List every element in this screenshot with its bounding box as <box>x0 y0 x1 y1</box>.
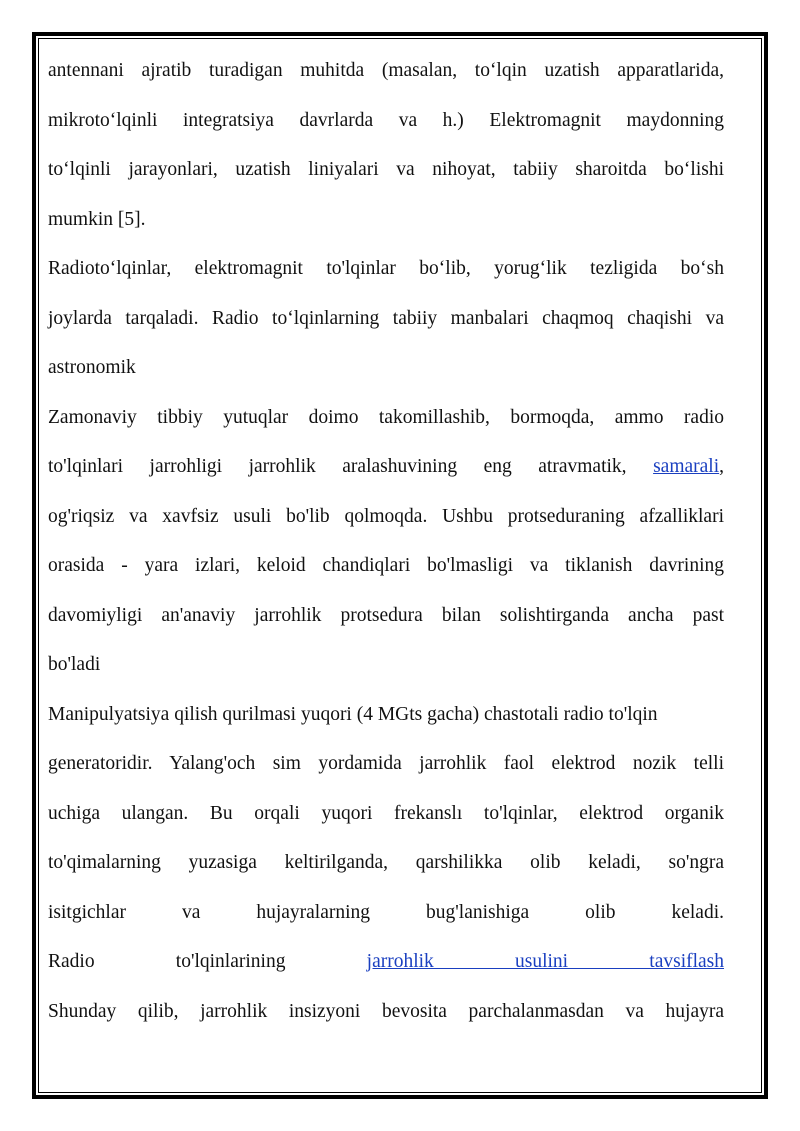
document-body <box>48 46 724 1036</box>
text-line: antennani ajratib turadigan muhitda (masalan, to‘lqin uzatish apparatlarida, <box>48 60 724 81</box>
text-line: Radioto‘lqinlar, elektromagnit to'lqinlar bo‘lib, yorug‘lik tezligida bo‘sh <box>48 258 724 279</box>
text-line: joylarda tarqaladi. Radio to‘lqinlarning tabiiy manbalari chaqmoq chaqishi va <box>48 307 724 329</box>
jarrohlik-usulini-tavsiflash-link[interactable]: jarrohlik usulini tavsiflash <box>366 951 725 972</box>
text-segment: , <box>719 456 725 477</box>
text-line: isitgichlar va hujayralarning bug'lanishiga olib keladi. <box>48 901 724 923</box>
text-line: bo'ladi <box>48 654 101 675</box>
text-segment: to'lqinlari jarrohligi jarrohlik aralashuvining eng atravmatik, <box>48 456 627 477</box>
text-line: uchiga ulangan. Bu orqali yuqori frekanslı to'lqinlar, elektrod organik <box>48 802 724 824</box>
text-line: Zamonaviy tibbiy yutuqlar doimo takomillashib, bormoqda, ammo radio <box>48 406 724 428</box>
text-line: Manipulyatsiya qilish qurilmasi yuqori (4 MGts gacha) chastotali radio to'lqin <box>48 703 658 725</box>
text-line: to‘lqinli jarayonlari, uzatish liniyalari va nihoyat, tabiiy sharoitda bo‘lishi <box>48 159 724 180</box>
text-line: to'qimalarning yuzasiga keltirilganda, qarshilikka olib keladi, so'ngra <box>48 852 724 873</box>
text-line-with-link <box>48 937 724 987</box>
text-line: orasida - yara izlari, keloid chandiqlari bo'lmasligi va tiklanish davrining <box>48 555 724 576</box>
text-line: mikroto‘lqinli integratsiya davrlarda va h.) Elektromagnit maydonning <box>48 109 724 131</box>
text-line: davomiyligi an'anaviy jarrohlik protsedura bilan solishtirganda ancha past <box>48 604 724 626</box>
samarali-link[interactable]: samarali <box>653 456 720 477</box>
text-line-with-link <box>48 442 724 492</box>
text-line: generatoridir. Yalang'och sim yordamida jarrohlik faol elektrod nozik telli <box>48 753 724 774</box>
text-segment: Radio to'lqinlarining <box>48 951 286 972</box>
text-line: Shunday qilib, jarrohlik insizyoni bevosita parchalanmasdan va hujayra <box>48 1000 724 1022</box>
text-line: astronomik <box>48 357 136 378</box>
text-line: mumkin [5]. <box>48 208 146 230</box>
text-line: og'riqsiz va xavfsiz usuli bo'lib qolmoqda. Ushbu protseduraning afzalliklari <box>48 505 724 527</box>
